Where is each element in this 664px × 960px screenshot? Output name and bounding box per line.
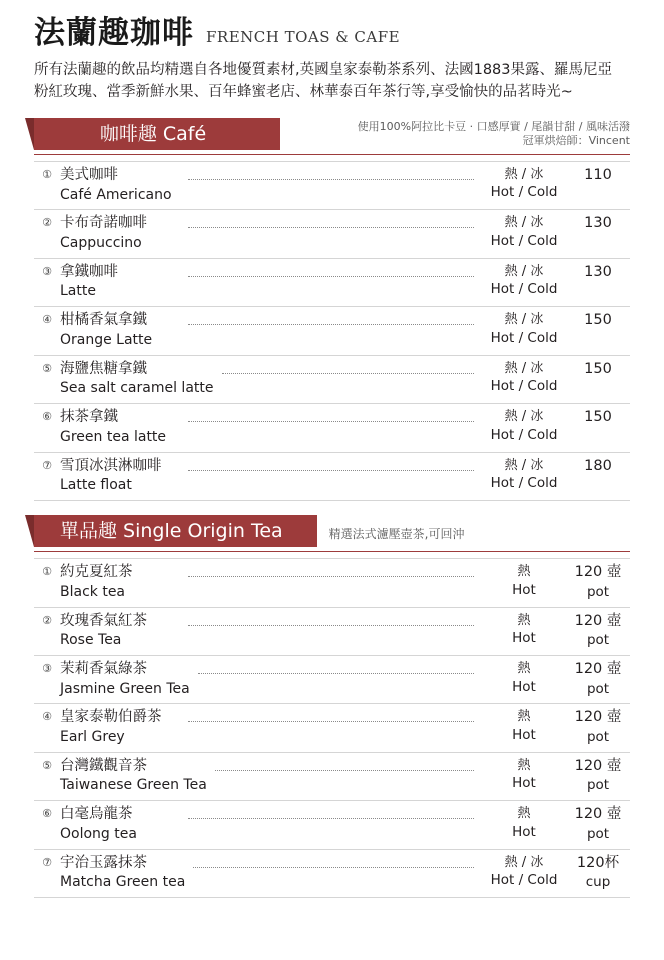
item-price-unit: pot: [586, 632, 610, 649]
item-name-cn: 玫瑰香氣紅茶: [60, 612, 147, 629]
tea-list-bottom-rule: [34, 897, 630, 898]
item-temp-en: Hot / Cold: [490, 281, 558, 298]
item-price-unit: pot: [586, 583, 610, 600]
item-name-en: Taiwanese Green Tea: [60, 777, 207, 794]
list-item[interactable]: [34, 452, 630, 500]
item-name-en: Earl Grey: [60, 729, 125, 746]
item-index: ①: [42, 565, 52, 579]
list-item[interactable]: [34, 258, 630, 306]
list-item[interactable]: [34, 849, 630, 897]
list-item[interactable]: [34, 403, 630, 451]
coffee-list-bottom-rule: [34, 500, 630, 501]
item-temp-en: Hot: [512, 775, 536, 792]
item-temperature: [482, 263, 566, 299]
item-price: 150: [584, 360, 612, 377]
item-index: ②: [42, 216, 52, 230]
item-temp-en: Hot: [512, 581, 536, 598]
item-name-en: Latte float: [60, 477, 132, 494]
item-price: 120 壺: [574, 757, 622, 774]
section-tea-note: 精選法式濾壓壺茶,可回沖: [328, 527, 465, 542]
item-name-en: Orange Latte: [60, 331, 153, 348]
intro-line-2: 粉紅玫瑰、當季新鮮水果、百年蜂蜜老店、林華泰百年茶行等,享受愉快的品茗時光~: [34, 84, 573, 101]
brand-name-en: FRENCH TOAS & CAFE: [206, 28, 401, 46]
item-temperature: [482, 854, 566, 890]
section-coffee-note-line2: 冠軍烘焙師：Vincent: [522, 133, 630, 147]
item-name-en: Jasmine Green Tea: [60, 680, 190, 697]
leader-dots: [188, 612, 474, 626]
item-temp-cn: 熱 / 冰: [504, 854, 544, 870]
item-temperature: [482, 757, 566, 793]
leader-dots: [188, 408, 474, 422]
item-names: [60, 311, 180, 349]
item-temp-cn: 熱: [517, 564, 531, 580]
item-price-wrap: [566, 311, 630, 331]
list-item[interactable]: [34, 306, 630, 354]
leader-dots: [222, 360, 475, 374]
item-index: ⑦: [42, 855, 52, 869]
item-temp-cn: 熱: [517, 806, 531, 822]
list-item[interactable]: [34, 209, 630, 257]
item-name-en: Café Americano: [60, 186, 172, 203]
item-names: [60, 457, 180, 495]
item-price-wrap: [566, 214, 630, 234]
item-price: 120杯: [576, 854, 620, 871]
item-name-en: Matcha Green tea: [60, 874, 186, 891]
item-temperature: [482, 311, 566, 347]
item-temperature: [482, 660, 566, 696]
item-names: [60, 757, 207, 795]
item-temp-cn: 熱 / 冰: [504, 409, 544, 425]
item-temp-cn: 熱: [517, 612, 531, 628]
item-price-wrap: [566, 708, 630, 746]
item-names: [60, 263, 180, 301]
leader-dots: [188, 214, 474, 228]
item-temp-en: Hot: [512, 727, 536, 744]
item-names: [60, 612, 180, 650]
item-index: ②: [42, 613, 52, 627]
item-index: ⑤: [42, 361, 52, 375]
list-item[interactable]: [34, 607, 630, 655]
intro-line-1: 所有法蘭趣的飲品均精選自各地優質素材,英國皇家泰勒茶系列、法國1883果露、羅馬尼亞: [34, 62, 613, 78]
item-name-cn: 海鹽焦糖拿鐵: [60, 360, 147, 377]
item-temperature: [482, 214, 566, 250]
item-names: [60, 708, 180, 746]
coffee-item-list: [34, 161, 630, 500]
item-price-wrap: [566, 457, 630, 477]
section-coffee-banner: [34, 118, 280, 150]
item-temp-cn: 熱: [517, 709, 531, 725]
item-names: [60, 805, 180, 843]
list-item[interactable]: [34, 162, 630, 209]
item-index: ⑤: [42, 758, 52, 772]
item-temp-en: Hot: [512, 823, 536, 840]
leader-dots: [188, 311, 474, 325]
item-price-unit: pot: [586, 680, 610, 697]
item-index: ⑦: [42, 458, 52, 472]
item-temp-en: Hot / Cold: [490, 872, 558, 889]
section-tea-rule: [34, 551, 630, 552]
item-price: 120 壺: [574, 564, 622, 581]
item-name-cn: 茉莉香氣綠茶: [60, 661, 147, 678]
item-name-cn: 白毫烏龍茶: [60, 806, 133, 823]
section-coffee-rule: [34, 154, 630, 155]
item-price: 120 壺: [574, 612, 622, 629]
item-temp-cn: 熱 / 冰: [504, 263, 544, 279]
item-price: 120 壺: [574, 709, 622, 726]
item-price: 120 壺: [574, 806, 622, 823]
item-names: [60, 408, 180, 446]
item-temperature: [482, 408, 566, 444]
item-price: 130: [584, 263, 612, 280]
item-temp-en: Hot / Cold: [490, 378, 558, 395]
item-temp-en: Hot / Cold: [490, 329, 558, 346]
item-price-wrap: [566, 612, 630, 650]
item-temperature: [482, 612, 566, 648]
item-price: 120 壺: [574, 661, 622, 678]
item-temperature: [482, 457, 566, 493]
item-index: ④: [42, 313, 52, 327]
item-names: [60, 854, 185, 892]
item-name-cn: 皇家泰勒伯爵茶: [60, 709, 162, 726]
tea-item-list: [34, 558, 630, 897]
item-temp-cn: 熱 / 冰: [504, 312, 544, 328]
item-name-cn: 拿鐵咖啡: [60, 263, 118, 280]
item-price-wrap: [566, 360, 630, 380]
item-name-cn: 卡布奇諾咖啡: [60, 215, 147, 232]
list-item[interactable]: [34, 703, 630, 751]
item-index: ①: [42, 167, 52, 181]
section-coffee-note-line1: 使用100%阿拉比卡豆 · 口感厚實 / 尾韻甘甜 / 風味活潑: [357, 119, 630, 133]
item-index: ⑥: [42, 410, 52, 424]
item-name-en: Sea salt caramel latte: [60, 380, 214, 397]
item-price-wrap: [566, 660, 630, 698]
item-temp-en: Hot: [512, 678, 536, 695]
section-coffee-note: [292, 120, 664, 149]
item-temp-en: Hot / Cold: [490, 184, 558, 201]
item-name-en: Oolong tea: [60, 825, 137, 842]
item-price: 180: [584, 457, 612, 474]
item-temp-cn: 熱 / 冰: [504, 166, 544, 182]
item-name-en: Cappuccino: [60, 234, 142, 251]
section-tea: [0, 515, 664, 898]
leader-dots: [188, 805, 474, 819]
item-temperature: [482, 563, 566, 599]
list-item[interactable]: [34, 800, 630, 848]
item-temperature: [482, 708, 566, 744]
item-price: 150: [584, 409, 612, 426]
item-names: [60, 166, 180, 204]
item-price: 110: [584, 166, 612, 183]
leader-dots: [193, 854, 474, 868]
item-names: [60, 360, 214, 398]
section-coffee-header: [34, 118, 664, 150]
item-temp-cn: 熱 / 冰: [504, 215, 544, 231]
leader-dots: [188, 166, 474, 180]
section-tea-title: 單品趣 Single Origin Tea: [60, 520, 283, 543]
item-name-en: Green tea latte: [60, 428, 167, 445]
item-price-wrap: [566, 408, 630, 428]
item-names: [60, 214, 180, 252]
section-tea-header: [34, 515, 664, 547]
leader-dots: [188, 457, 474, 471]
item-name-en: Rose Tea: [60, 632, 122, 649]
item-names: [60, 563, 180, 601]
list-item[interactable]: [34, 655, 630, 703]
item-name-cn: 抹茶拿鐵: [60, 409, 118, 426]
item-names: [60, 660, 190, 698]
item-name-cn: 約克夏紅茶: [60, 564, 133, 581]
leader-dots: [198, 660, 474, 674]
item-price-wrap: [566, 563, 630, 601]
section-coffee-title: 咖啡趣 Café: [99, 122, 207, 145]
item-name-cn: 宇治玉露抹茶: [60, 854, 147, 871]
item-price: 130: [584, 215, 612, 232]
list-item[interactable]: [34, 355, 630, 403]
item-price-wrap: [566, 166, 630, 186]
item-temp-en: Hot / Cold: [490, 232, 558, 249]
item-price-wrap: [566, 263, 630, 283]
item-price-unit: cup: [585, 874, 611, 891]
item-price-unit: pot: [586, 777, 610, 794]
item-temp-cn: 熱: [517, 661, 531, 677]
list-item[interactable]: [34, 752, 630, 800]
leader-dots: [188, 263, 474, 277]
item-temperature: [482, 166, 566, 202]
item-name-cn: 台灣鐵觀音茶: [60, 757, 147, 774]
leader-dots: [215, 757, 474, 771]
list-item[interactable]: [34, 559, 630, 606]
brand-name-cn: 法蘭趣珈啡: [34, 15, 194, 51]
section-coffee: [0, 118, 664, 501]
item-price-unit: pot: [586, 729, 610, 746]
item-temp-cn: 熱 / 冰: [504, 457, 544, 473]
item-price-unit: pot: [586, 825, 610, 842]
item-temperature: [482, 805, 566, 841]
intro-text: [34, 59, 630, 104]
item-temp-cn: 熱: [517, 757, 531, 773]
item-name-en: Black tea: [60, 583, 126, 600]
item-index: ⑥: [42, 807, 52, 821]
item-name-cn: 美式咖啡: [60, 166, 118, 183]
item-price-wrap: [566, 854, 630, 892]
section-tea-banner: [34, 515, 317, 547]
item-index: ④: [42, 710, 52, 724]
item-temp-en: Hot / Cold: [490, 475, 558, 492]
item-index: ③: [42, 662, 52, 676]
item-temp-en: Hot: [512, 630, 536, 647]
item-temperature: [482, 360, 566, 396]
item-name-cn: 柑橘香氣拿鐵: [60, 312, 147, 329]
item-temp-en: Hot / Cold: [490, 426, 558, 443]
item-price: 150: [584, 312, 612, 329]
brand-header: [0, 0, 664, 49]
item-temp-cn: 熱 / 冰: [504, 360, 544, 376]
leader-dots: [188, 563, 474, 577]
item-name-en: Latte: [60, 283, 96, 300]
item-index: ③: [42, 264, 52, 278]
item-price-wrap: [566, 757, 630, 795]
leader-dots: [188, 708, 474, 722]
item-name-cn: 雪頂冰淇淋咖啡: [60, 457, 162, 474]
item-price-wrap: [566, 805, 630, 843]
